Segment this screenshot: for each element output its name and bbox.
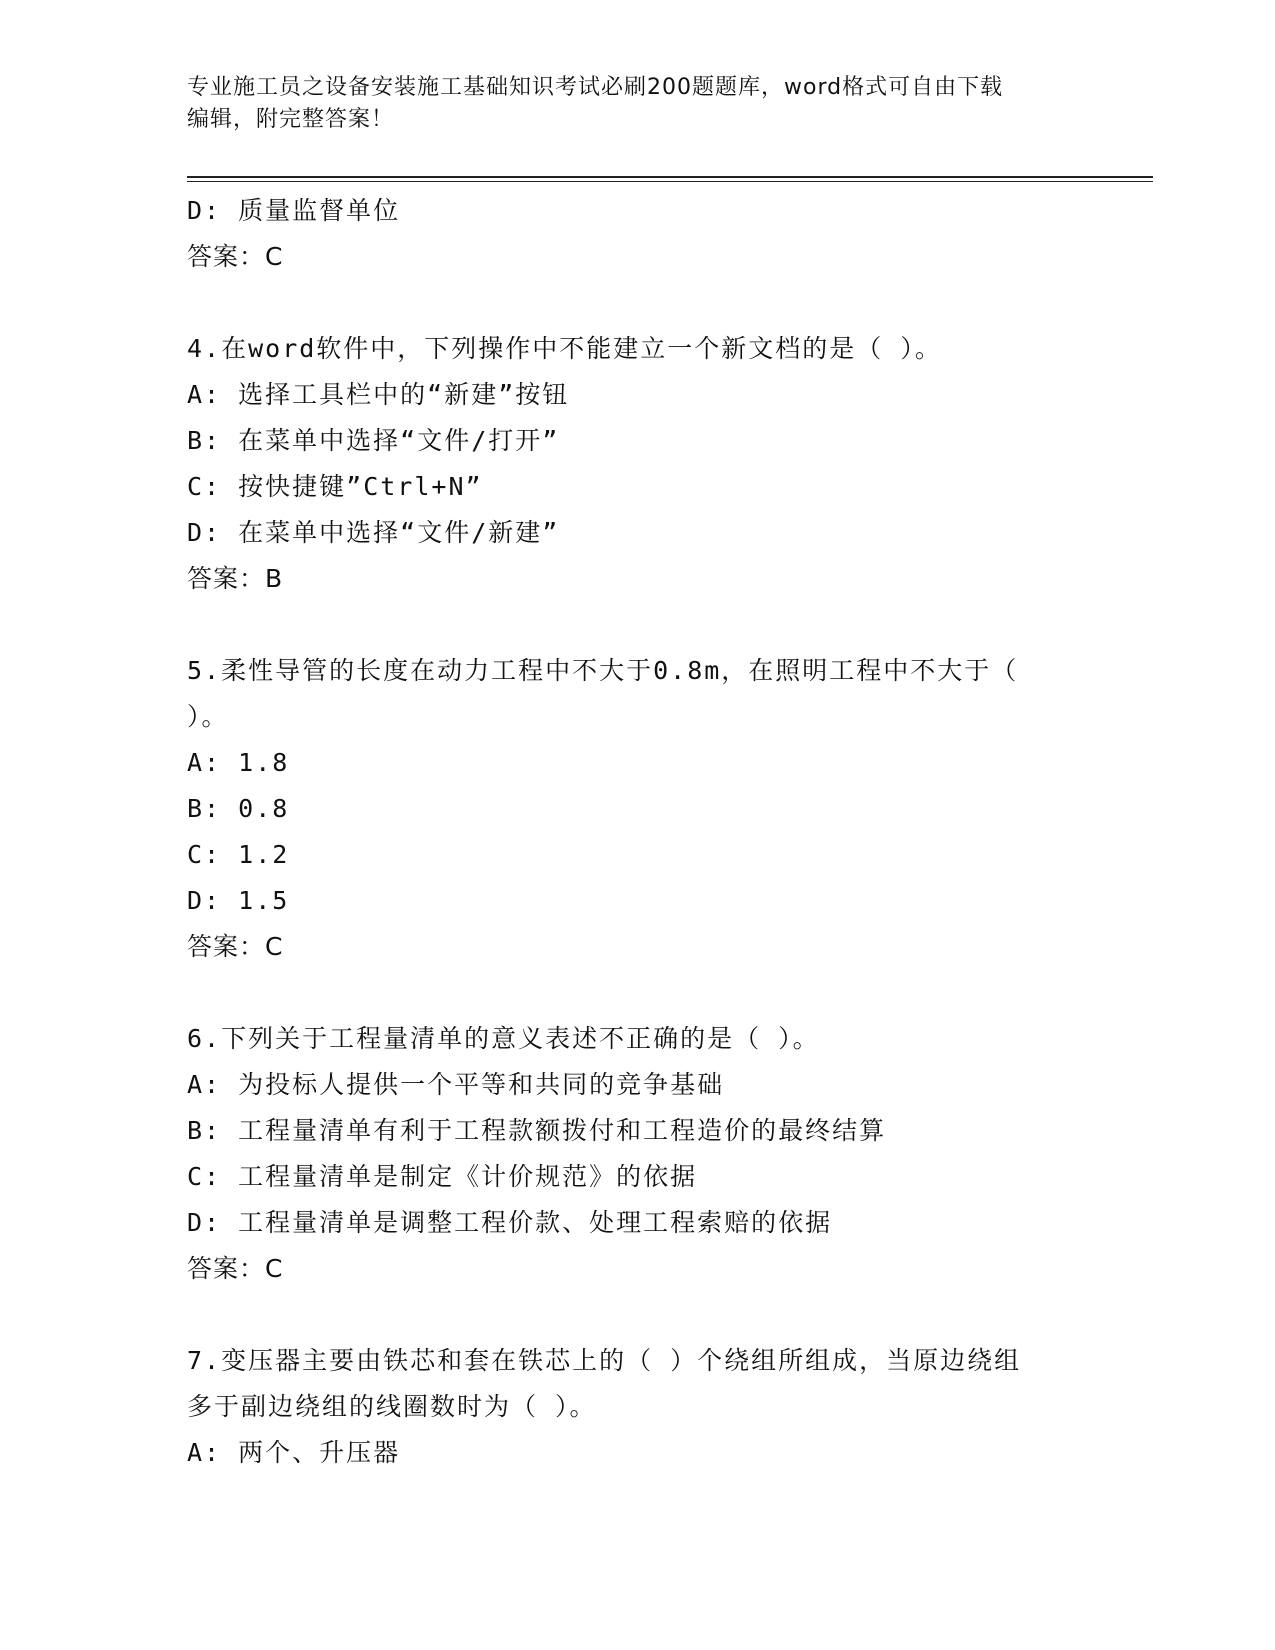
document-header bbox=[187, 72, 1087, 136]
question-stem: 6.下列关于工程量清单的意义表述不正确的是（ ）。 bbox=[187, 1024, 820, 1053]
option-a: A: 1.8 bbox=[187, 748, 290, 777]
question-6 bbox=[187, 1016, 1107, 1292]
option-a: A: 两个、升压器 bbox=[187, 1438, 401, 1467]
question-list bbox=[187, 188, 1107, 1476]
header-divider-thin bbox=[187, 181, 1153, 182]
header-line-2: 编辑，附完整答案！ bbox=[187, 107, 395, 132]
answer-label: 答案：B bbox=[187, 564, 284, 593]
option-b: B: 在菜单中选择“文件/打开” bbox=[187, 426, 560, 455]
question-stem-line-1: 7.变压器主要由铁芯和套在铁芯上的（ ）个绕组所组成，当原边绕组 bbox=[187, 1346, 1022, 1375]
option-c: C: 工程量清单是制定《计价规范》的依据 bbox=[187, 1162, 698, 1191]
question-stem-line-1: 5.柔性导管的长度在动力工程中不大于0.8m，在照明工程中不大于（ bbox=[187, 656, 1019, 685]
spacer bbox=[187, 280, 1107, 326]
option-a: A: 选择工具栏中的“新建”按钮 bbox=[187, 380, 570, 409]
option-d: D: 质量监督单位 bbox=[187, 196, 401, 225]
option-c: C: 1.2 bbox=[187, 840, 290, 869]
answer-label: 答案：C bbox=[187, 242, 284, 271]
question-3-tail bbox=[187, 188, 1107, 280]
header-divider-thick bbox=[187, 176, 1153, 178]
question-5 bbox=[187, 648, 1107, 970]
spacer bbox=[187, 602, 1107, 648]
question-4 bbox=[187, 326, 1107, 602]
option-b: B: 工程量清单有利于工程款额拨付和工程造价的最终结算 bbox=[187, 1116, 887, 1145]
option-c: C: 按快捷键”Ctrl+N” bbox=[187, 472, 483, 501]
question-stem-line-2: 多于副边绕组的线圈数时为（ ）。 bbox=[187, 1392, 597, 1421]
spacer bbox=[187, 1292, 1107, 1338]
header-line-1: 专业施工员之设备安装施工基础知识考试必刷200题题库，word格式可自由下载 bbox=[187, 75, 1004, 100]
answer-label: 答案：C bbox=[187, 1254, 284, 1283]
question-stem-line-2: ）。 bbox=[187, 702, 229, 731]
answer-label: 答案：C bbox=[187, 932, 284, 961]
spacer bbox=[187, 970, 1107, 1016]
option-d: D: 在菜单中选择“文件/新建” bbox=[187, 518, 560, 547]
question-7 bbox=[187, 1338, 1107, 1476]
option-b: B: 0.8 bbox=[187, 794, 290, 823]
option-d: D: 工程量清单是调整工程价款、处理工程索赔的依据 bbox=[187, 1208, 833, 1237]
option-a: A: 为投标人提供一个平等和共同的竞争基础 bbox=[187, 1070, 725, 1099]
option-d: D: 1.5 bbox=[187, 886, 290, 915]
question-stem: 4.在word软件中，下列操作中不能建立一个新文档的是（ ）。 bbox=[187, 334, 942, 363]
